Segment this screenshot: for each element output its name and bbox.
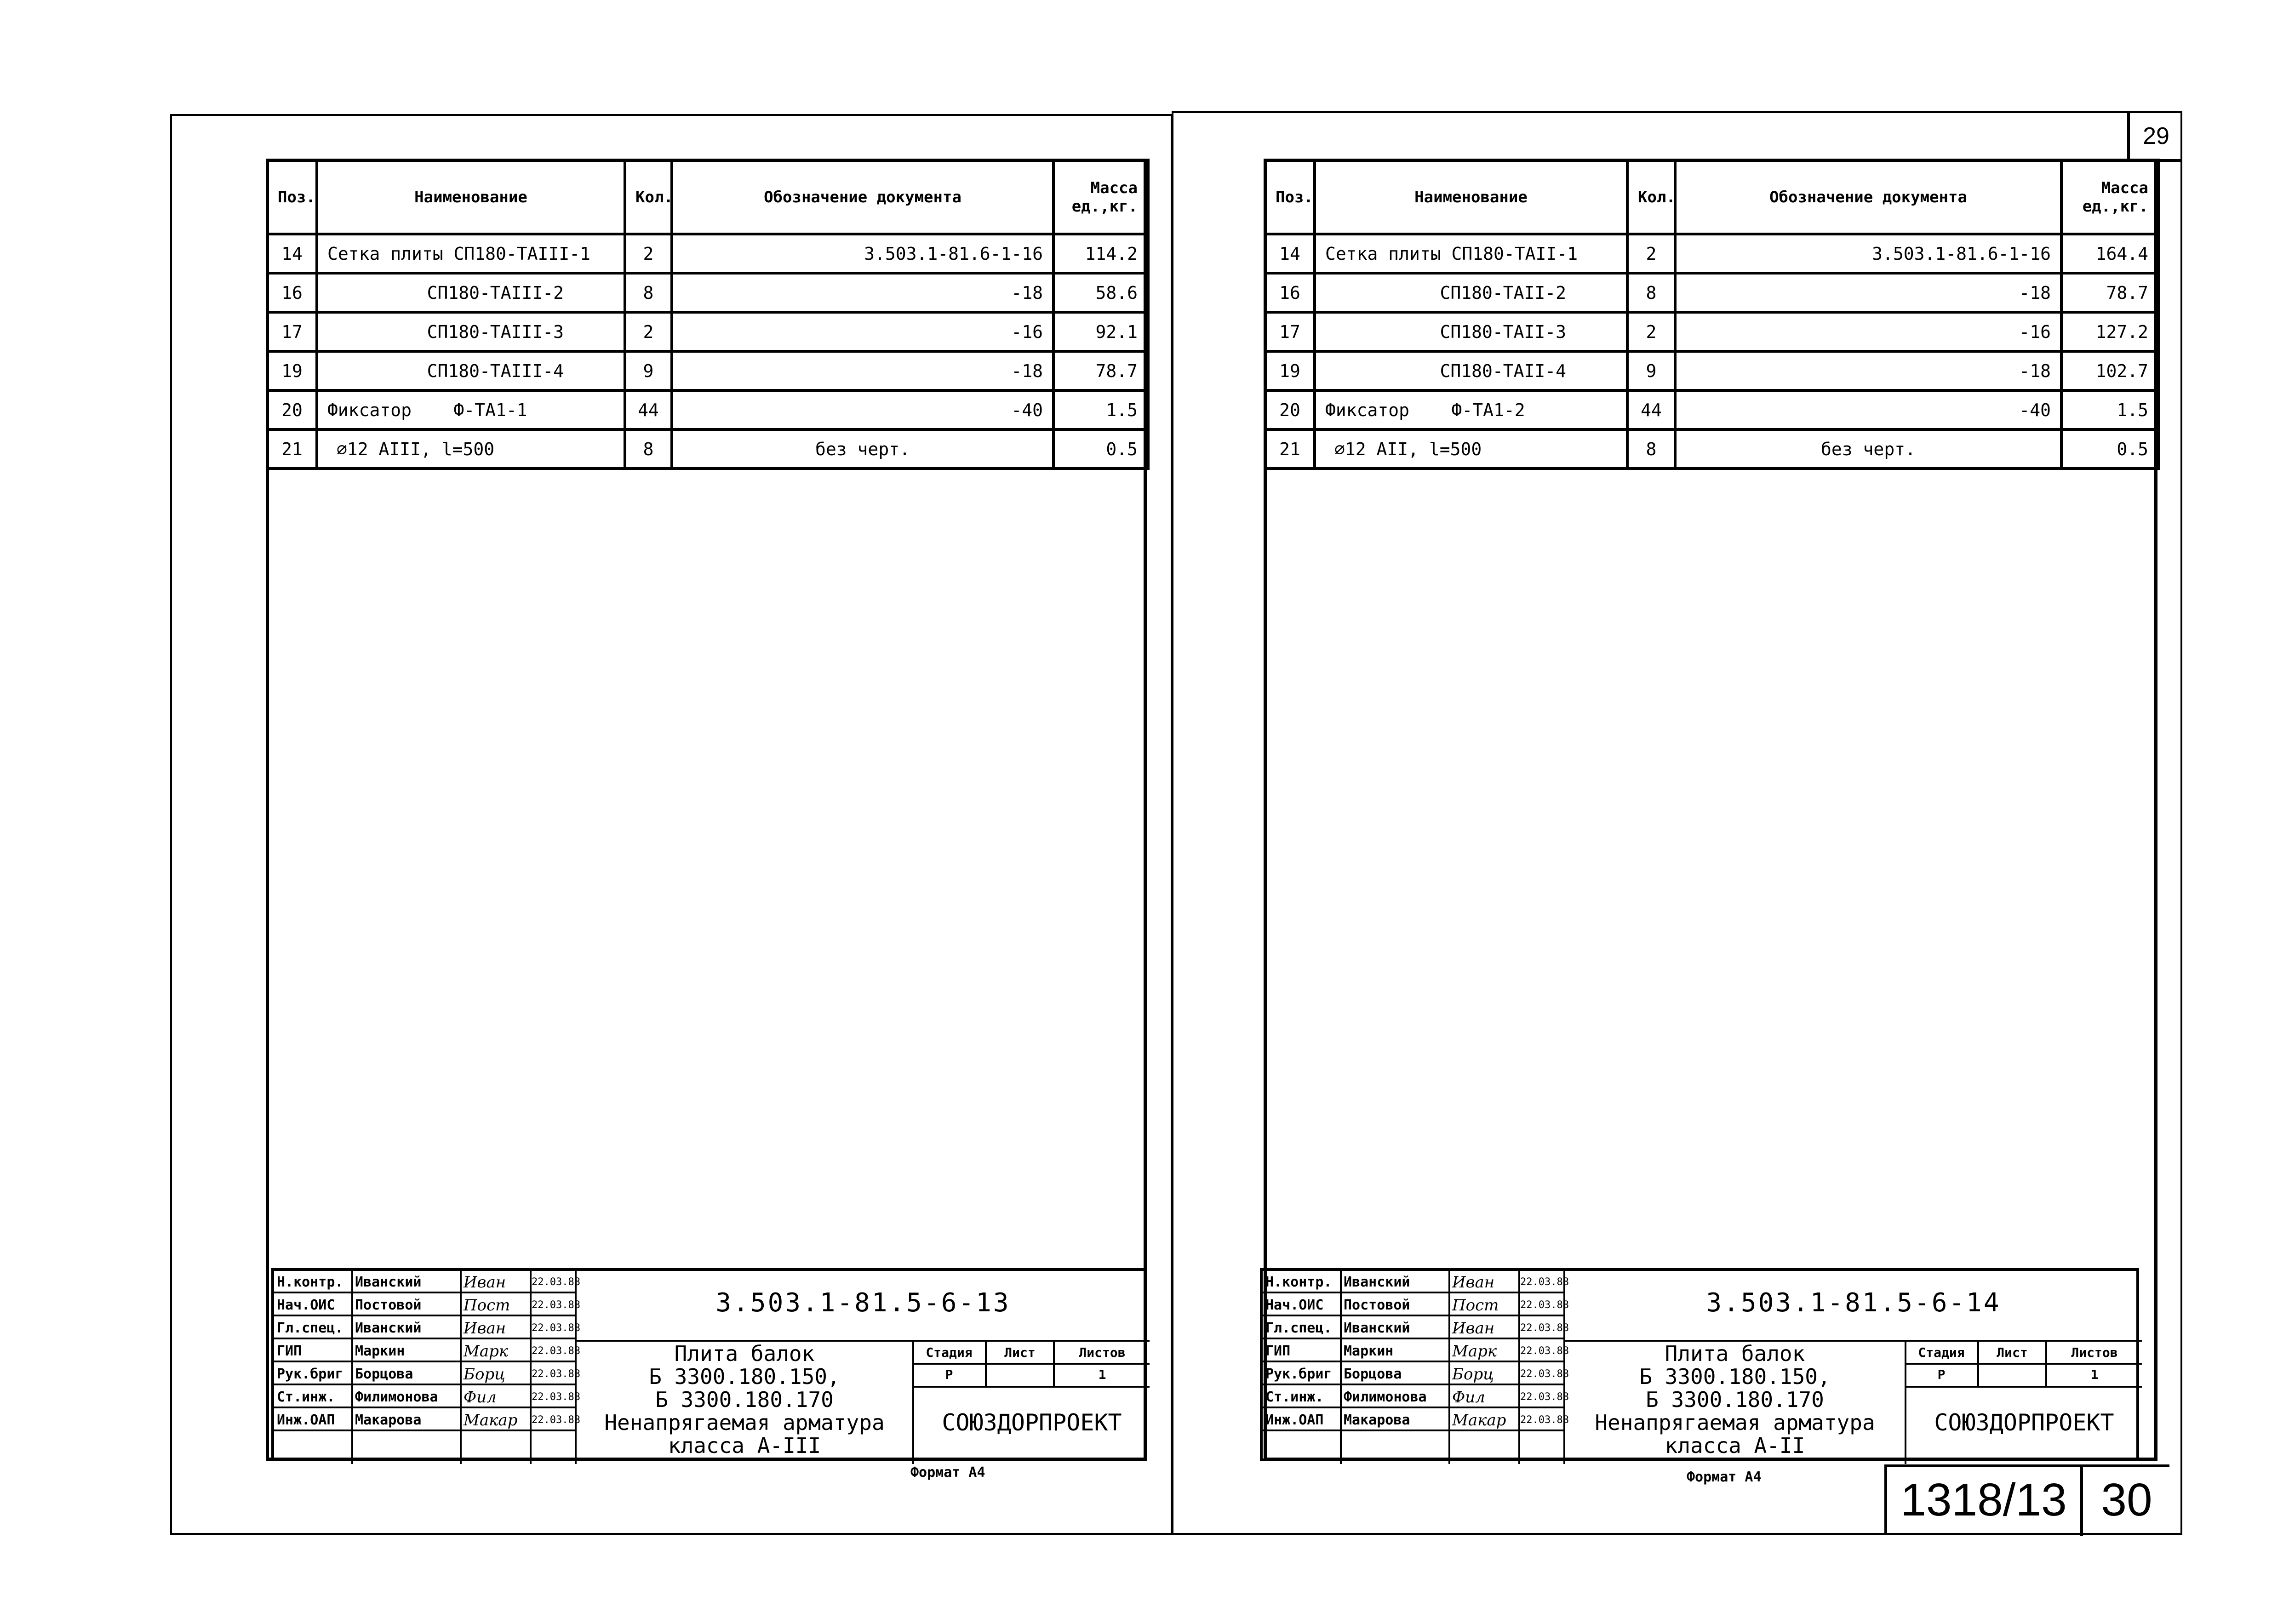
signature: Пост — [1452, 1296, 1499, 1315]
page-number-box — [2127, 113, 2182, 162]
signature: Иван — [464, 1319, 506, 1338]
person-name: Борцова — [1344, 1366, 1402, 1382]
cell-pos: 16 — [1265, 273, 1315, 312]
title-line: Плита балок — [674, 1341, 815, 1366]
sheets-label: Листов — [2071, 1345, 2118, 1360]
header-qty: Кол. — [625, 160, 672, 234]
cell-name: СП180-ТАII-3 — [1315, 312, 1627, 351]
sheets-value: 1 — [2090, 1367, 2099, 1382]
cell-pos: 16 — [267, 273, 317, 312]
cell-mass: 0.5 — [2061, 429, 2159, 469]
sheets-value: 1 — [1098, 1367, 1106, 1382]
table-row — [1265, 429, 2159, 469]
signature: Иван — [464, 1273, 506, 1292]
cell-qty: 44 — [625, 390, 672, 429]
signature: Макар — [1452, 1411, 1506, 1430]
sign-date: 22.03.88 — [1520, 1322, 1569, 1334]
cell-qty: 8 — [1627, 273, 1675, 312]
format-label: Формат А4 — [910, 1464, 985, 1481]
sign-date: 22.03.88 — [1520, 1414, 1569, 1426]
table-row — [267, 273, 1148, 312]
album-code: 1318/13 — [1900, 1474, 2067, 1526]
role: Гл.спец. — [1265, 1320, 1332, 1336]
cell-name: Сетка плиты СП180-ТАII-1 — [1315, 234, 1627, 273]
sign-date: 22.03.88 — [532, 1299, 580, 1311]
signature: Борц — [1452, 1365, 1494, 1384]
table-row — [267, 234, 1148, 273]
role: Н.контр. — [1265, 1274, 1332, 1290]
album-page: 30 — [2101, 1474, 2152, 1526]
cell-qty: 9 — [625, 351, 672, 390]
header-qty: Кол. — [1627, 160, 1675, 234]
cell-name: Сетка плиты СП180-ТАIII-1 — [317, 234, 625, 273]
signature: Макар — [464, 1411, 518, 1430]
cell-name: СП180-ТАIII-3 — [317, 312, 625, 351]
sign-date: 22.03.88 — [532, 1414, 580, 1426]
person-name: Борцова — [355, 1366, 413, 1382]
signature: Иван — [1452, 1273, 1495, 1292]
cell-doc: -40 — [672, 390, 1053, 429]
person-name: Филимонова — [355, 1389, 438, 1405]
signature: Борц — [464, 1365, 505, 1384]
role: Н.контр. — [277, 1274, 343, 1290]
title-line: Б 3300.180.150, — [1639, 1364, 1831, 1389]
stage-label: Стадия — [926, 1345, 973, 1360]
sheet-label: Лист — [1004, 1345, 1036, 1360]
cell-pos: 20 — [1265, 390, 1315, 429]
cell-name: ⌀12 АIII, l=500 — [317, 429, 625, 469]
sign-date: 22.03.88 — [532, 1345, 580, 1357]
header-name: Наименование — [317, 160, 625, 234]
sign-date: 22.03.88 — [532, 1368, 580, 1380]
cell-qty: 2 — [625, 234, 672, 273]
cell-qty: 44 — [1627, 390, 1675, 429]
cell-name: Фиксатор Ф-ТА1-1 — [317, 390, 625, 429]
title-line: Б 3300.180.170 — [655, 1387, 834, 1412]
role: Инж.ОАП — [1265, 1412, 1324, 1428]
title-line: Б 3300.180.170 — [1646, 1387, 1824, 1412]
person-name: Иванский — [355, 1320, 422, 1336]
cell-mass: 114.2 — [1053, 234, 1148, 273]
header-name: Наименование — [1315, 160, 1627, 234]
cell-mass: 78.7 — [1053, 351, 1148, 390]
sign-date: 22.03.88 — [532, 1276, 580, 1288]
title-line: Плита балок — [1665, 1341, 1805, 1366]
role: Ст.инж. — [277, 1389, 335, 1405]
sign-date: 22.03.88 — [1520, 1368, 1569, 1380]
cell-mass: 78.7 — [2061, 273, 2159, 312]
role: Нач.ОИС — [1265, 1297, 1324, 1313]
album-stamp — [1884, 1464, 2169, 1533]
cell-name: Фиксатор Ф-ТА1-2 — [1315, 390, 1627, 429]
cell-qty: 2 — [625, 312, 672, 351]
signature: Пост — [464, 1296, 510, 1315]
cell-pos: 21 — [267, 429, 317, 469]
cell-doc: 3.503.1-81.6-1-16 — [672, 234, 1053, 273]
table-row — [1265, 390, 2159, 429]
cell-mass: 92.1 — [1053, 312, 1148, 351]
person-name: Иванский — [1344, 1320, 1410, 1336]
sheets-label: Листов — [1079, 1345, 1126, 1360]
title-line: Ненапрягаемая арматура — [604, 1410, 885, 1435]
right-spec-table — [1264, 159, 2160, 470]
cell-pos: 19 — [267, 351, 317, 390]
header-mass: Масса ед.,кг. — [1053, 160, 1148, 234]
cell-pos: 21 — [1265, 429, 1315, 469]
table-header — [267, 160, 1148, 234]
stage-value: Р — [945, 1367, 953, 1382]
cell-name: СП180-ТАII-4 — [1315, 351, 1627, 390]
role: Инж.ОАП — [277, 1412, 335, 1428]
cell-mass: 164.4 — [2061, 234, 2159, 273]
cell-doc: -18 — [1675, 351, 2061, 390]
cell-doc: -18 — [672, 351, 1053, 390]
left-spec-table — [266, 159, 1150, 470]
sign-date: 22.03.88 — [1520, 1299, 1569, 1311]
person-name: Постовой — [1344, 1297, 1410, 1313]
right-title-block — [1260, 1268, 2139, 1461]
left-title-block — [271, 1268, 1147, 1461]
table-row — [1265, 351, 2159, 390]
sheet-label: Лист — [1997, 1345, 2028, 1360]
signature: Марк — [464, 1342, 509, 1361]
cell-mass: 127.2 — [2061, 312, 2159, 351]
table-row — [267, 351, 1148, 390]
cell-qty: 9 — [1627, 351, 1675, 390]
cell-doc: -16 — [672, 312, 1053, 351]
sign-date: 22.03.88 — [532, 1391, 580, 1403]
cell-mass: 0.5 — [1053, 429, 1148, 469]
cell-mass: 58.6 — [1053, 273, 1148, 312]
sign-date: 22.03.88 — [532, 1322, 580, 1334]
document-code: 3.503.1-81.5-6-14 — [1706, 1288, 2001, 1318]
table-row — [1265, 312, 2159, 351]
cell-pos: 19 — [1265, 351, 1315, 390]
person-name: Маркин — [1344, 1343, 1394, 1359]
cell-name: ⌀12 АII, l=500 — [1315, 429, 1627, 469]
stage-label: Стадия — [1918, 1345, 1965, 1360]
cell-name: СП180-ТАII-2 — [1315, 273, 1627, 312]
title-line: Ненапрягаемая арматура — [1595, 1410, 1875, 1435]
cell-qty: 8 — [1627, 429, 1675, 469]
cell-name: СП180-ТАIII-2 — [317, 273, 625, 312]
cell-doc: -40 — [1675, 390, 2061, 429]
cell-pos: 20 — [267, 390, 317, 429]
signature: Фил — [464, 1388, 497, 1407]
role: ГИП — [277, 1343, 302, 1359]
cell-mass: 102.7 — [2061, 351, 2159, 390]
person-name: Макарова — [355, 1412, 422, 1428]
cell-doc: без черт. — [672, 429, 1053, 469]
role: Рук.бриг — [1265, 1366, 1332, 1382]
cell-qty: 2 — [1627, 312, 1675, 351]
role: Рук.бриг — [277, 1366, 343, 1382]
person-name: Маркин — [355, 1343, 405, 1359]
table-header — [1265, 160, 2159, 234]
table-row — [1265, 273, 2159, 312]
format-label: Формат А4 — [1687, 1469, 1762, 1485]
cell-pos: 14 — [267, 234, 317, 273]
cell-qty: 8 — [625, 429, 672, 469]
cell-mass: 1.5 — [1053, 390, 1148, 429]
cell-doc: -18 — [672, 273, 1053, 312]
title-line: Б 3300.180.150, — [649, 1364, 840, 1389]
header-pos: Поз. — [267, 160, 317, 234]
role: ГИП — [1265, 1343, 1291, 1359]
table-row — [267, 390, 1148, 429]
header-mass: Масса ед.,кг. — [2061, 160, 2159, 234]
person-name: Филимонова — [1344, 1389, 1427, 1405]
table-row — [1265, 234, 2159, 273]
header-doc: Обозначение документа — [1675, 160, 2061, 234]
header-pos: Поз. — [1265, 160, 1315, 234]
page-number: 29 — [2143, 123, 2169, 149]
cell-pos: 14 — [1265, 234, 1315, 273]
cell-pos: 17 — [267, 312, 317, 351]
cell-doc: 3.503.1-81.6-1-16 — [1675, 234, 2061, 273]
signature: Марк — [1452, 1342, 1497, 1361]
organization: СОЮЗДОРПРОЕКТ — [942, 1409, 1122, 1436]
cell-qty: 2 — [1627, 234, 1675, 273]
header-doc: Обозначение документа — [672, 160, 1053, 234]
table-row — [267, 312, 1148, 351]
stage-value: Р — [1937, 1367, 1946, 1382]
cell-doc: -16 — [1675, 312, 2061, 351]
title-line: класса А-III — [668, 1433, 821, 1458]
person-name: Иванский — [355, 1274, 422, 1290]
title-line: класса А-II — [1665, 1433, 1805, 1458]
sign-date: 22.03.88 — [1520, 1276, 1569, 1288]
role: Нач.ОИС — [277, 1297, 335, 1313]
person-name: Макарова — [1344, 1412, 1410, 1428]
person-name: Иванский — [1344, 1274, 1410, 1290]
cell-mass: 1.5 — [2061, 390, 2159, 429]
cell-doc: без черт. — [1675, 429, 2061, 469]
person-name: Постовой — [355, 1297, 422, 1313]
role: Ст.инж. — [1265, 1389, 1324, 1405]
signature: Иван — [1452, 1319, 1495, 1338]
sign-date: 22.03.88 — [1520, 1345, 1569, 1357]
cell-qty: 8 — [625, 273, 672, 312]
signature: Фил — [1452, 1388, 1485, 1407]
sign-date: 22.03.88 — [1520, 1391, 1569, 1403]
cell-name: СП180-ТАIII-4 — [317, 351, 625, 390]
table-row — [267, 429, 1148, 469]
role: Гл.спец. — [277, 1320, 343, 1336]
document-code: 3.503.1-81.5-6-13 — [715, 1288, 1011, 1318]
cell-pos: 17 — [1265, 312, 1315, 351]
cell-doc: -18 — [1675, 273, 2061, 312]
organization: СОЮЗДОРПРОЕКТ — [1934, 1409, 2114, 1436]
